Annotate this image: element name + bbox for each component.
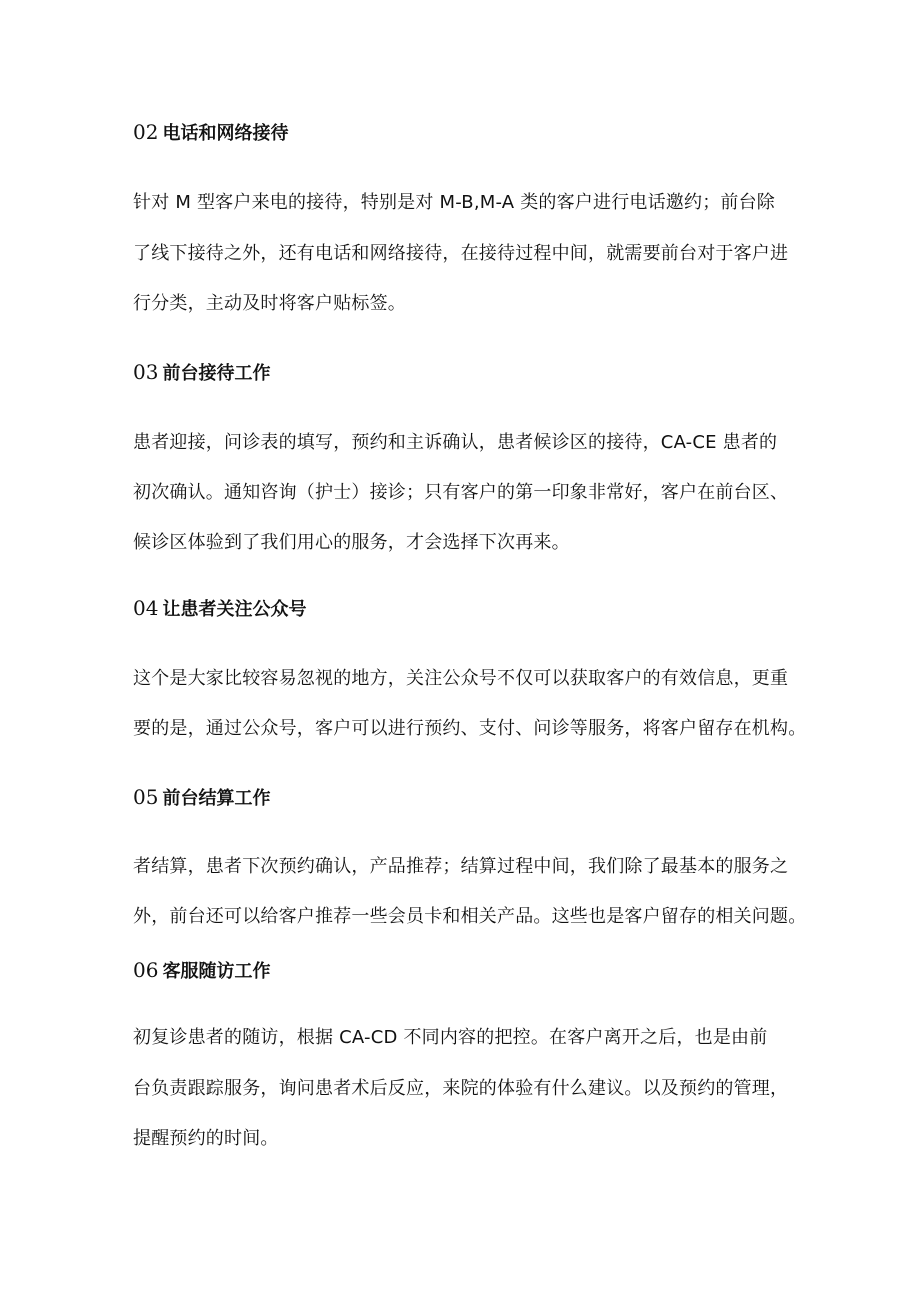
paragraph-line: 台负责跟踪服务，询问患者术后反应，来院的体验有什么建议。以及预约的管理， <box>133 1078 789 1099</box>
paragraph-line: 这个是大家比较容易忽视的地方，关注公众号不仅可以获取客户的有效信息，更重 <box>133 668 789 689</box>
paragraph-line: 针对 M 型客户来电的接待，特别是对 M-B,M-A 类的客户进行电话邀约；前台除 <box>133 192 776 213</box>
paragraph-line: 外，前台还可以给客户推荐一些会员卡和相关产品。这些也是客户留存的相关问题。 <box>133 906 807 927</box>
section-heading-05 <box>133 785 270 811</box>
paragraph-line: 行分类，主动及时将客户贴标签。 <box>133 293 406 314</box>
section-number: 02 <box>133 120 159 144</box>
section-heading-04 <box>133 596 306 622</box>
section-number: 05 <box>133 785 159 809</box>
paragraph-line: 初次确认。通知咨询（护士）接诊；只有客户的第一印象非常好，客户在前台区、 <box>133 482 789 503</box>
section-number: 03 <box>133 360 159 384</box>
section-title: 客服随访工作 <box>162 961 271 982</box>
paragraph-line: 了线下接待之外，还有电话和网络接待，在接待过程中间，就需要前台对于客户进 <box>133 243 789 264</box>
paragraph-line: 者结算，患者下次预约确认，产品推荐；结算过程中间，我们除了最基本的服务之 <box>133 856 789 877</box>
paragraph-line: 提醒预约的时间。 <box>133 1128 279 1149</box>
section-heading-06 <box>133 958 270 984</box>
section-title: 让患者关注公众号 <box>162 599 307 620</box>
section-heading-02 <box>133 120 288 146</box>
paragraph-line: 候诊区体验到了我们用心的服务，才会选择下次再来。 <box>133 532 570 553</box>
section-title: 电话和网络接待 <box>162 123 289 144</box>
paragraph-line: 要的是，通过公众号，客户可以进行预约、支付、问诊等服务，将客户留存在机构。 <box>133 718 807 739</box>
section-title: 前台结算工作 <box>162 788 271 809</box>
section-heading-03 <box>133 360 270 386</box>
section-number: 04 <box>133 596 159 620</box>
paragraph-line: 初复诊患者的随访，根据 CA-CD 不同内容的把控。在客户离开之后，也是由前 <box>133 1027 768 1048</box>
paragraph-line: 患者迎接，问诊表的填写，预约和主诉确认，患者候诊区的接待，CA-CE 患者的 <box>133 432 778 453</box>
section-title: 前台接待工作 <box>162 363 271 384</box>
section-number: 06 <box>133 958 159 982</box>
